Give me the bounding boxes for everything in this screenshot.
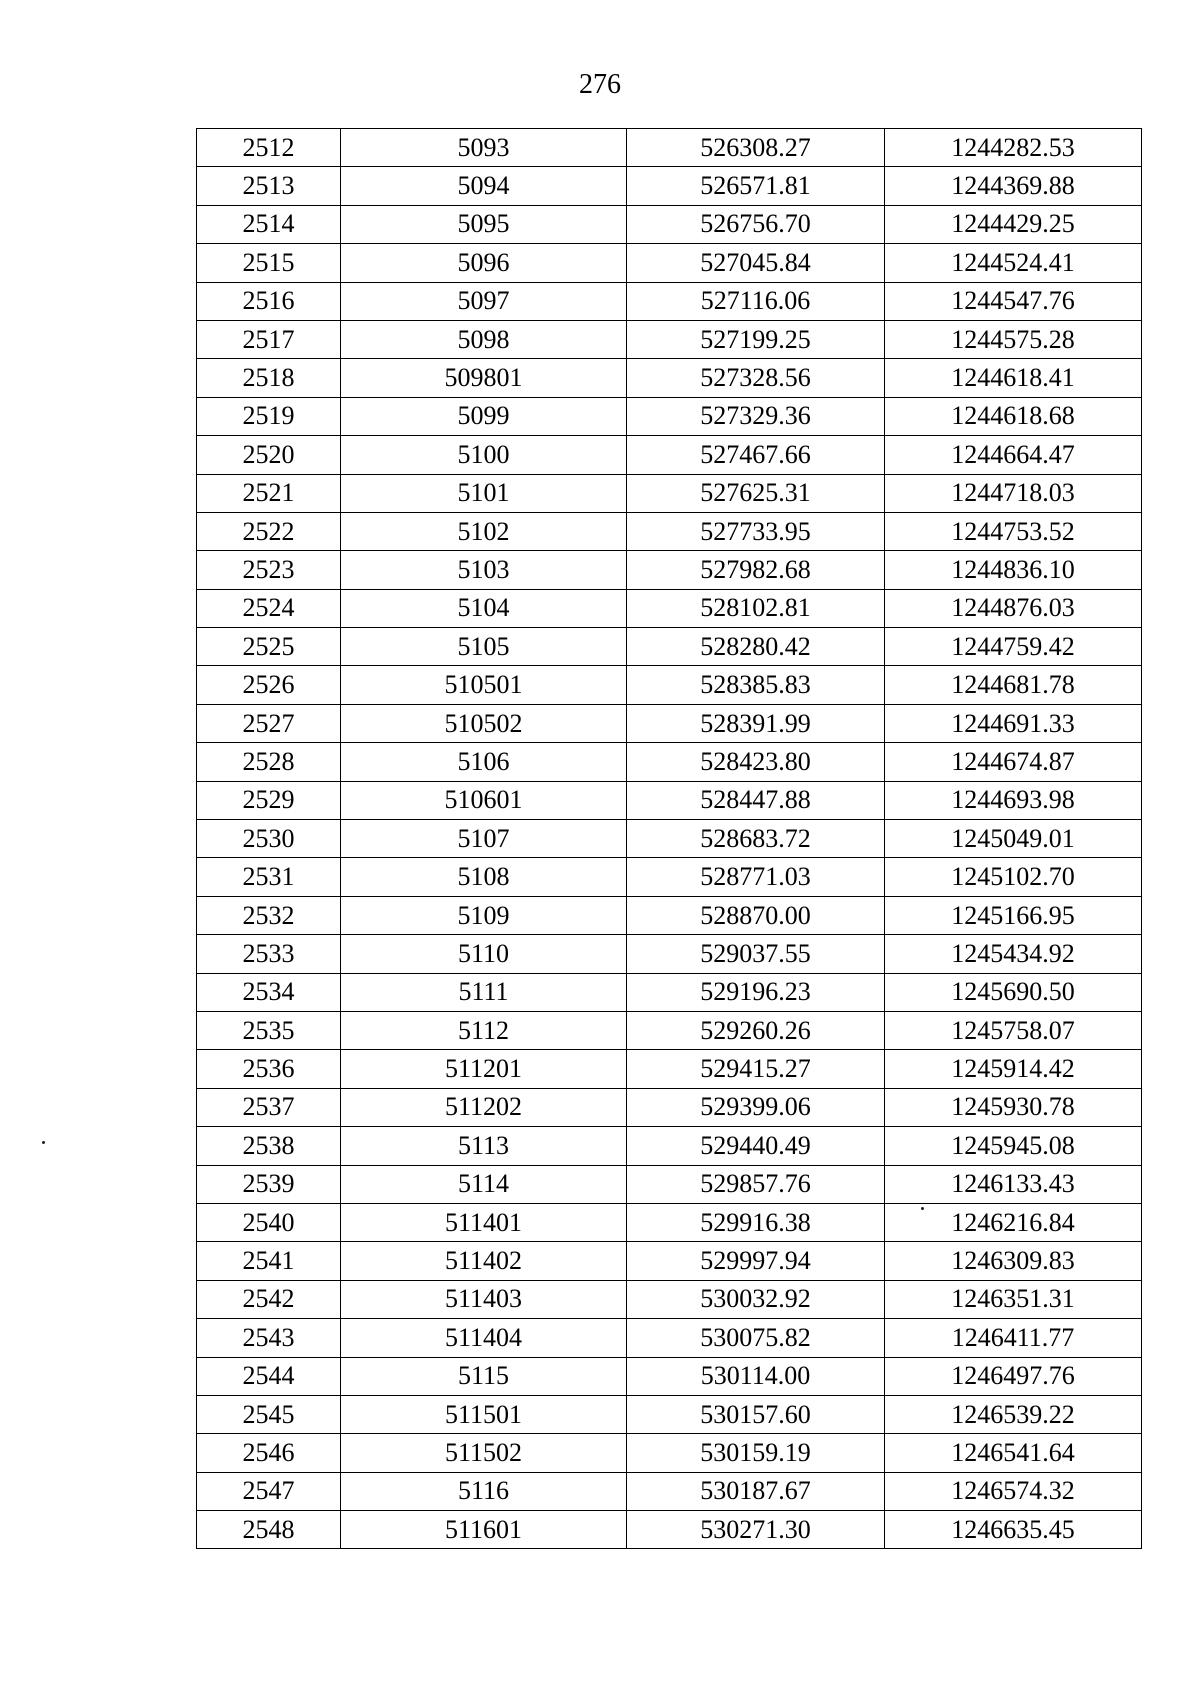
x-coordinate-cell: 527116.06	[627, 282, 885, 320]
table-row	[197, 666, 1142, 704]
y-coordinate-cell: 1245758.07	[885, 1011, 1142, 1049]
row-number-cell: 2527	[197, 704, 341, 742]
coordinate-table	[196, 128, 1142, 1549]
y-coordinate-cell: 1244876.03	[885, 589, 1142, 627]
y-coordinate-cell: 1245914.42	[885, 1050, 1142, 1088]
x-coordinate-cell: 528683.72	[627, 820, 885, 858]
table-row	[197, 1395, 1142, 1433]
row-number-cell: 2524	[197, 589, 341, 627]
row-number-cell: 2534	[197, 973, 341, 1011]
row-number-cell: 2538	[197, 1127, 341, 1165]
table-row	[197, 1127, 1142, 1165]
point-id-cell: 5107	[341, 820, 627, 858]
x-coordinate-cell: 529260.26	[627, 1011, 885, 1049]
x-coordinate-cell: 530075.82	[627, 1319, 885, 1357]
x-coordinate-cell: 529997.94	[627, 1242, 885, 1280]
point-id-cell: 5099	[341, 397, 627, 435]
row-number-cell: 2548	[197, 1511, 341, 1549]
point-id-cell: 511402	[341, 1242, 627, 1280]
y-coordinate-cell: 1246541.64	[885, 1434, 1142, 1472]
y-coordinate-cell: 1246216.84	[885, 1203, 1142, 1241]
point-id-cell: 511403	[341, 1280, 627, 1318]
table-row	[197, 320, 1142, 358]
table-row	[197, 1050, 1142, 1088]
x-coordinate-cell: 527199.25	[627, 320, 885, 358]
y-coordinate-cell: 1244524.41	[885, 244, 1142, 282]
point-id-cell: 5108	[341, 858, 627, 896]
table-row	[197, 512, 1142, 550]
x-coordinate-cell: 527625.31	[627, 474, 885, 512]
point-id-cell: 510502	[341, 704, 627, 742]
row-number-cell: 2542	[197, 1280, 341, 1318]
table-row	[197, 1242, 1142, 1280]
x-coordinate-cell: 526571.81	[627, 167, 885, 205]
point-id-cell: 5093	[341, 129, 627, 167]
point-id-cell: 5113	[341, 1127, 627, 1165]
y-coordinate-cell: 1246411.77	[885, 1319, 1142, 1357]
table-row	[197, 282, 1142, 320]
y-coordinate-cell: 1246133.43	[885, 1165, 1142, 1203]
x-coordinate-cell: 530114.00	[627, 1357, 885, 1395]
table-row	[197, 244, 1142, 282]
point-id-cell: 5094	[341, 167, 627, 205]
x-coordinate-cell: 528870.00	[627, 896, 885, 934]
y-coordinate-cell: 1246539.22	[885, 1395, 1142, 1433]
table-row	[197, 1165, 1142, 1203]
y-coordinate-cell: 1244836.10	[885, 551, 1142, 589]
table-row	[197, 743, 1142, 781]
y-coordinate-cell: 1245049.01	[885, 820, 1142, 858]
x-coordinate-cell: 530032.92	[627, 1280, 885, 1318]
table-row	[197, 167, 1142, 205]
x-coordinate-cell: 529415.27	[627, 1050, 885, 1088]
y-coordinate-cell: 1244618.41	[885, 359, 1142, 397]
point-id-cell: 5104	[341, 589, 627, 627]
scan-speck	[921, 1207, 924, 1210]
x-coordinate-cell: 526756.70	[627, 205, 885, 243]
x-coordinate-cell: 527467.66	[627, 436, 885, 474]
row-number-cell: 2518	[197, 359, 341, 397]
x-coordinate-cell: 527328.56	[627, 359, 885, 397]
table-row	[197, 397, 1142, 435]
y-coordinate-cell: 1245102.70	[885, 858, 1142, 896]
row-number-cell: 2544	[197, 1357, 341, 1395]
y-coordinate-cell: 1244618.68	[885, 397, 1142, 435]
point-id-cell: 511401	[341, 1203, 627, 1241]
x-coordinate-cell: 529440.49	[627, 1127, 885, 1165]
y-coordinate-cell: 1244753.52	[885, 512, 1142, 550]
point-id-cell: 5102	[341, 512, 627, 550]
y-coordinate-cell: 1244681.78	[885, 666, 1142, 704]
page-number: 276	[579, 69, 621, 100]
row-number-cell: 2535	[197, 1011, 341, 1049]
point-id-cell: 5101	[341, 474, 627, 512]
y-coordinate-cell: 1245930.78	[885, 1088, 1142, 1126]
row-number-cell: 2525	[197, 628, 341, 666]
point-id-cell: 5105	[341, 628, 627, 666]
row-number-cell: 2543	[197, 1319, 341, 1357]
point-id-cell: 5112	[341, 1011, 627, 1049]
table-row	[197, 1011, 1142, 1049]
row-number-cell: 2547	[197, 1472, 341, 1510]
x-coordinate-cell: 529857.76	[627, 1165, 885, 1203]
y-coordinate-cell: 1244282.53	[885, 129, 1142, 167]
point-id-cell: 5096	[341, 244, 627, 282]
point-id-cell: 510601	[341, 781, 627, 819]
x-coordinate-cell: 530271.30	[627, 1511, 885, 1549]
point-id-cell: 5106	[341, 743, 627, 781]
x-coordinate-cell: 529196.23	[627, 973, 885, 1011]
x-coordinate-cell: 528771.03	[627, 858, 885, 896]
table-row	[197, 474, 1142, 512]
y-coordinate-cell: 1244547.76	[885, 282, 1142, 320]
point-id-cell: 5115	[341, 1357, 627, 1395]
row-number-cell: 2528	[197, 743, 341, 781]
row-number-cell: 2526	[197, 666, 341, 704]
y-coordinate-cell: 1244429.25	[885, 205, 1142, 243]
x-coordinate-cell: 527982.68	[627, 551, 885, 589]
y-coordinate-cell: 1246497.76	[885, 1357, 1142, 1395]
x-coordinate-cell: 528280.42	[627, 628, 885, 666]
x-coordinate-cell: 528102.81	[627, 589, 885, 627]
y-coordinate-cell: 1244664.47	[885, 436, 1142, 474]
table-row	[197, 551, 1142, 589]
table-row	[197, 1280, 1142, 1318]
row-number-cell: 2545	[197, 1395, 341, 1433]
table-row	[197, 1357, 1142, 1395]
point-id-cell: 5098	[341, 320, 627, 358]
table-row	[197, 820, 1142, 858]
row-number-cell: 2512	[197, 129, 341, 167]
table-row	[197, 129, 1142, 167]
y-coordinate-cell: 1245690.50	[885, 973, 1142, 1011]
point-id-cell: 5103	[341, 551, 627, 589]
row-number-cell: 2529	[197, 781, 341, 819]
row-number-cell: 2541	[197, 1242, 341, 1280]
table-row	[197, 589, 1142, 627]
y-coordinate-cell: 1246635.45	[885, 1511, 1142, 1549]
row-number-cell: 2531	[197, 858, 341, 896]
row-number-cell: 2530	[197, 820, 341, 858]
point-id-cell: 511202	[341, 1088, 627, 1126]
y-coordinate-cell: 1246351.31	[885, 1280, 1142, 1318]
table-body	[197, 129, 1142, 1549]
x-coordinate-cell: 527329.36	[627, 397, 885, 435]
y-coordinate-cell: 1245166.95	[885, 896, 1142, 934]
table-row	[197, 628, 1142, 666]
x-coordinate-cell: 529399.06	[627, 1088, 885, 1126]
x-coordinate-cell: 529037.55	[627, 935, 885, 973]
row-number-cell: 2546	[197, 1434, 341, 1472]
point-id-cell: 5110	[341, 935, 627, 973]
y-coordinate-cell: 1245945.08	[885, 1127, 1142, 1165]
table-row	[197, 781, 1142, 819]
x-coordinate-cell: 530157.60	[627, 1395, 885, 1433]
table-row	[197, 1203, 1142, 1241]
table-row	[197, 205, 1142, 243]
scan-speck	[42, 1141, 45, 1144]
y-coordinate-cell: 1244759.42	[885, 628, 1142, 666]
point-id-cell: 5111	[341, 973, 627, 1011]
point-id-cell: 5095	[341, 205, 627, 243]
table-row	[197, 973, 1142, 1011]
row-number-cell: 2532	[197, 896, 341, 934]
table-row	[197, 359, 1142, 397]
row-number-cell: 2517	[197, 320, 341, 358]
point-id-cell: 511404	[341, 1319, 627, 1357]
row-number-cell: 2514	[197, 205, 341, 243]
y-coordinate-cell: 1244369.88	[885, 167, 1142, 205]
table-row	[197, 935, 1142, 973]
point-id-cell: 510501	[341, 666, 627, 704]
point-id-cell: 5114	[341, 1165, 627, 1203]
y-coordinate-cell: 1244575.28	[885, 320, 1142, 358]
table-row	[197, 436, 1142, 474]
y-coordinate-cell: 1244693.98	[885, 781, 1142, 819]
table-row	[197, 896, 1142, 934]
table-row	[197, 1319, 1142, 1357]
row-number-cell: 2536	[197, 1050, 341, 1088]
row-number-cell: 2520	[197, 436, 341, 474]
y-coordinate-cell: 1245434.92	[885, 935, 1142, 973]
y-coordinate-cell: 1244718.03	[885, 474, 1142, 512]
x-coordinate-cell: 530187.67	[627, 1472, 885, 1510]
y-coordinate-cell: 1244674.87	[885, 743, 1142, 781]
y-coordinate-cell: 1246574.32	[885, 1472, 1142, 1510]
table-row	[197, 704, 1142, 742]
table-row	[197, 1472, 1142, 1510]
x-coordinate-cell: 528447.88	[627, 781, 885, 819]
point-id-cell: 511502	[341, 1434, 627, 1472]
x-coordinate-cell: 528391.99	[627, 704, 885, 742]
table-row	[197, 1511, 1142, 1549]
point-id-cell: 5116	[341, 1472, 627, 1510]
x-coordinate-cell: 527045.84	[627, 244, 885, 282]
x-coordinate-cell: 529916.38	[627, 1203, 885, 1241]
point-id-cell: 509801	[341, 359, 627, 397]
point-id-cell: 511201	[341, 1050, 627, 1088]
x-coordinate-cell: 528385.83	[627, 666, 885, 704]
row-number-cell: 2519	[197, 397, 341, 435]
point-id-cell: 5097	[341, 282, 627, 320]
row-number-cell: 2513	[197, 167, 341, 205]
table-row	[197, 1434, 1142, 1472]
row-number-cell: 2539	[197, 1165, 341, 1203]
row-number-cell: 2523	[197, 551, 341, 589]
table-row	[197, 1088, 1142, 1126]
point-id-cell: 511501	[341, 1395, 627, 1433]
row-number-cell: 2540	[197, 1203, 341, 1241]
row-number-cell: 2521	[197, 474, 341, 512]
y-coordinate-cell: 1246309.83	[885, 1242, 1142, 1280]
point-id-cell: 5100	[341, 436, 627, 474]
table-row	[197, 858, 1142, 896]
x-coordinate-cell: 527733.95	[627, 512, 885, 550]
y-coordinate-cell: 1244691.33	[885, 704, 1142, 742]
row-number-cell: 2537	[197, 1088, 341, 1126]
x-coordinate-cell: 528423.80	[627, 743, 885, 781]
row-number-cell: 2522	[197, 512, 341, 550]
point-id-cell: 511601	[341, 1511, 627, 1549]
x-coordinate-cell: 526308.27	[627, 129, 885, 167]
row-number-cell: 2515	[197, 244, 341, 282]
point-id-cell: 5109	[341, 896, 627, 934]
x-coordinate-cell: 530159.19	[627, 1434, 885, 1472]
row-number-cell: 2533	[197, 935, 341, 973]
row-number-cell: 2516	[197, 282, 341, 320]
